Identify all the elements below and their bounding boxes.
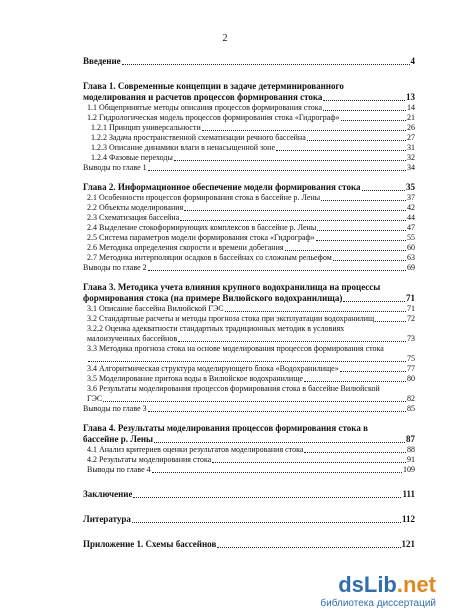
toc-entry-title: 3.5 Моделирование притока воды в Вилюйское водохранилище (87, 374, 303, 383)
leader-dots (333, 260, 406, 261)
toc-entry-page: 71 (406, 293, 415, 303)
toc-entry[interactable] (83, 143, 415, 153)
leader-dots (103, 401, 406, 402)
leader-dots (307, 140, 406, 141)
dslib-watermark (316, 572, 436, 610)
toc-entry[interactable] (83, 163, 415, 173)
toc-entry-title: 2.6 Методика определения скорости и времени добегания (87, 243, 284, 252)
toc-entry-title: 3.2 Стандартные расчеты и методы прогноза стока при эксплуатации водохранилищ (87, 314, 375, 323)
toc-entry-title: 2.4 Выделение стокоформирующих комплексов в бассейне р. Лены (87, 223, 317, 232)
leader-dots (321, 200, 406, 201)
toc-chapter-4-title[interactable]: Глава 4. Результаты моделирования процессов формирования стока в (83, 423, 368, 433)
leader-dots (285, 250, 406, 251)
toc-entry[interactable] (83, 334, 415, 344)
toc-entry-page: 75 (407, 354, 415, 363)
leader-dots (178, 341, 406, 342)
leader-dots (375, 321, 406, 322)
toc-entry[interactable] (83, 213, 415, 223)
toc-entry-page: 109 (403, 465, 415, 474)
toc-chapter-2[interactable] (83, 182, 415, 193)
toc-entry-line[interactable]: 3.6 Результаты моделирования процессов формирования стока в бассейне Вилюйской (87, 384, 380, 393)
toc-entry-page: 69 (407, 263, 415, 272)
toc-entry-page: 35 (406, 182, 415, 192)
toc-entry-page: 32 (407, 153, 415, 162)
toc-entry[interactable] (83, 354, 415, 364)
toc-chapter-1[interactable] (83, 92, 415, 103)
toc-entry-page: 27 (407, 133, 415, 142)
toc-entry-title: Глава 2. Информационное обеспечение модели формирования стока (83, 182, 361, 192)
toc-entry-title: Заключение (83, 489, 133, 499)
toc-entry-page: 88 (407, 445, 415, 454)
toc-entry[interactable] (83, 193, 415, 203)
toc-chapter-1-title[interactable]: Глава 1. Современные концепции в задаче детерминированного (83, 81, 344, 91)
toc-entry[interactable] (83, 253, 415, 263)
toc-entry-title: Выводы по главе 4 (87, 465, 151, 474)
toc-entry-title: 2.7 Методика интерполяции осадков в бассейнах со сложным рельефом (87, 253, 332, 262)
toc-entry[interactable] (83, 304, 415, 314)
leader-dots (133, 497, 401, 498)
toc-entry-title: моделирования и расчетов процессов формирования стока (83, 92, 323, 102)
leader-dots (88, 361, 406, 362)
toc-chapter-4[interactable] (83, 434, 415, 445)
toc-entry-page: 21 (407, 113, 415, 122)
toc-entry[interactable] (83, 133, 415, 143)
toc-entry-page: 73 (407, 334, 415, 343)
toc-entry-title: 1.2.2 Задача пространственной схематизации речного бассейна (91, 133, 306, 142)
toc-entry-title: 2.3 Схематизация бассейна (87, 213, 180, 222)
table-of-contents (83, 56, 415, 550)
toc-entry-title: 3.1 Описание бассейна Вилюйской ГЭС (87, 304, 224, 313)
leader-dots (152, 472, 402, 473)
toc-entry[interactable] (83, 364, 415, 374)
leader-dots (323, 100, 405, 101)
toc-entry-title: 1.1 Общепринятые методы описания процессов формирования стока (87, 103, 323, 112)
toc-entry-title: 1.2.4 Фазовые переходы (91, 153, 173, 162)
toc-entry-appendix[interactable] (83, 539, 415, 550)
toc-entry-title: 4.2 Результаты моделирования стока (87, 455, 212, 464)
toc-entry-title: формирования стока (на примере Вилюйского водохранилища) (83, 293, 343, 303)
leader-dots (148, 270, 406, 271)
leader-dots (148, 170, 406, 171)
toc-entry-page: 71 (407, 304, 415, 313)
leader-dots (132, 522, 401, 523)
toc-entry[interactable] (83, 394, 415, 404)
toc-entry-title: 4.1 Анализ критериев оценки результатов моделирования стока (87, 445, 304, 454)
toc-entry[interactable] (83, 113, 415, 123)
toc-entry-title: 2.1 Особенности процессов формирования стока в бассейне р. Лены (87, 193, 321, 202)
toc-entry[interactable] (83, 233, 415, 243)
toc-entry-page: 47 (407, 223, 415, 232)
leader-dots (323, 110, 406, 111)
toc-entry-page: 55 (407, 233, 415, 242)
leader-dots (341, 120, 406, 121)
toc-entry[interactable] (83, 153, 415, 163)
toc-entry-title: Введение (83, 56, 121, 66)
toc-entry-title: бассейне р. Лены (83, 434, 154, 444)
toc-entry[interactable] (83, 455, 415, 465)
toc-entry[interactable] (83, 314, 415, 324)
page-number: 2 (222, 33, 228, 44)
toc-entry-conclusion[interactable] (83, 489, 415, 500)
logo-tld: .net (396, 572, 436, 597)
toc-entry-line[interactable]: 3.3 Методика прогноза стока на основе моделирования процессов формирования стока (87, 344, 384, 353)
toc-entry[interactable] (83, 103, 415, 113)
toc-entry-page: 31 (407, 143, 415, 152)
toc-entry-title: 1.2.1 Принцип универсальности (91, 123, 201, 132)
toc-entry-page: 44 (407, 213, 415, 222)
toc-entry-page: 80 (407, 374, 415, 383)
leader-dots (276, 150, 406, 151)
toc-entry-page: 72 (407, 314, 415, 323)
toc-entry[interactable] (83, 404, 415, 414)
leader-dots (304, 381, 406, 382)
toc-entry-title: Выводы по главе 3 (83, 404, 147, 413)
leader-dots (217, 547, 400, 548)
toc-entry-page: 34 (407, 163, 415, 172)
leader-dots (304, 452, 406, 453)
toc-entry-title: ГЭС (87, 394, 103, 403)
toc-entry-page: 85 (407, 404, 415, 413)
toc-entry[interactable] (83, 445, 415, 455)
toc-entry-title: Приложение 1. Схемы бассейнов (83, 539, 217, 549)
leader-dots (343, 301, 405, 302)
toc-entry-page: 111 (402, 489, 415, 499)
toc-entry-title: Литература (83, 514, 131, 524)
toc-entry-title: 1.2 Гидрологическая модель процессов формирования стока «Гидрограф» (87, 113, 340, 122)
toc-entry[interactable] (83, 374, 415, 384)
toc-entry[interactable] (83, 263, 415, 273)
toc-entry-intro[interactable] (83, 56, 415, 67)
toc-entry-page: 121 (401, 539, 415, 549)
toc-entry[interactable] (83, 223, 415, 233)
toc-entry-page: 91 (407, 455, 415, 464)
leader-dots (174, 160, 406, 161)
leader-dots (225, 311, 406, 312)
toc-entry-page: 82 (407, 394, 415, 403)
toc-chapter-3[interactable] (83, 293, 415, 304)
toc-entry-page: 87 (406, 434, 415, 444)
toc-entry-page: 77 (407, 364, 415, 373)
toc-entry-page: 13 (406, 92, 415, 102)
toc-entry-page: 63 (407, 253, 415, 262)
toc-entry-literature[interactable] (83, 514, 415, 525)
leader-dots (316, 240, 406, 241)
leader-dots (362, 190, 405, 191)
logo-text: dsLib (338, 572, 397, 597)
leader-dots (340, 371, 406, 372)
dslib-logo (338, 572, 436, 598)
leader-dots (122, 64, 410, 65)
leader-dots (154, 442, 405, 443)
toc-entry-page: 112 (401, 514, 415, 524)
toc-entry-title: 2.2 Объекты моделирования (87, 203, 184, 212)
leader-dots (212, 462, 406, 463)
toc-entry-page: 14 (407, 103, 415, 112)
toc-entry-title: малоизученных бассейнов (87, 334, 178, 343)
toc-entry[interactable] (83, 243, 415, 253)
leader-dots (184, 210, 406, 211)
toc-entry-page: 37 (407, 193, 415, 202)
toc-entry-title: 1.2.3 Описание динамики влаги в ненасыщенной зоне (91, 143, 275, 152)
toc-entry-page: 4 (410, 56, 415, 66)
toc-entry-page: 26 (407, 123, 415, 132)
toc-entry-line[interactable]: 3.2.2 Оценка адекватности стандартных традиционных методик в условиях (87, 324, 345, 333)
watermark-subtitle: библиотека диссертаций (320, 598, 436, 609)
leader-dots (202, 130, 406, 131)
toc-entry[interactable] (83, 123, 415, 133)
toc-chapter-3-title[interactable]: Глава 3. Методика учета влияния крупного водохранилища на процессы (83, 282, 381, 292)
leader-dots (180, 220, 406, 221)
toc-entry-title: 3.4 Алгоритмическая структура моделирующего блока «Водохранилище» (87, 364, 339, 373)
toc-entry-page: 42 (407, 203, 415, 212)
leader-dots (148, 411, 406, 412)
toc-entry-page: 60 (407, 243, 415, 252)
toc-entry[interactable] (83, 203, 415, 213)
toc-entry-title: 2.5 Система параметров модели формирования стока «Гидрограф» (87, 233, 315, 242)
toc-entry-title: Выводы по главе 2 (83, 263, 147, 272)
toc-entry-title: Выводы по главе 1 (83, 163, 147, 172)
toc-entry[interactable] (83, 465, 415, 475)
leader-dots (317, 230, 406, 231)
